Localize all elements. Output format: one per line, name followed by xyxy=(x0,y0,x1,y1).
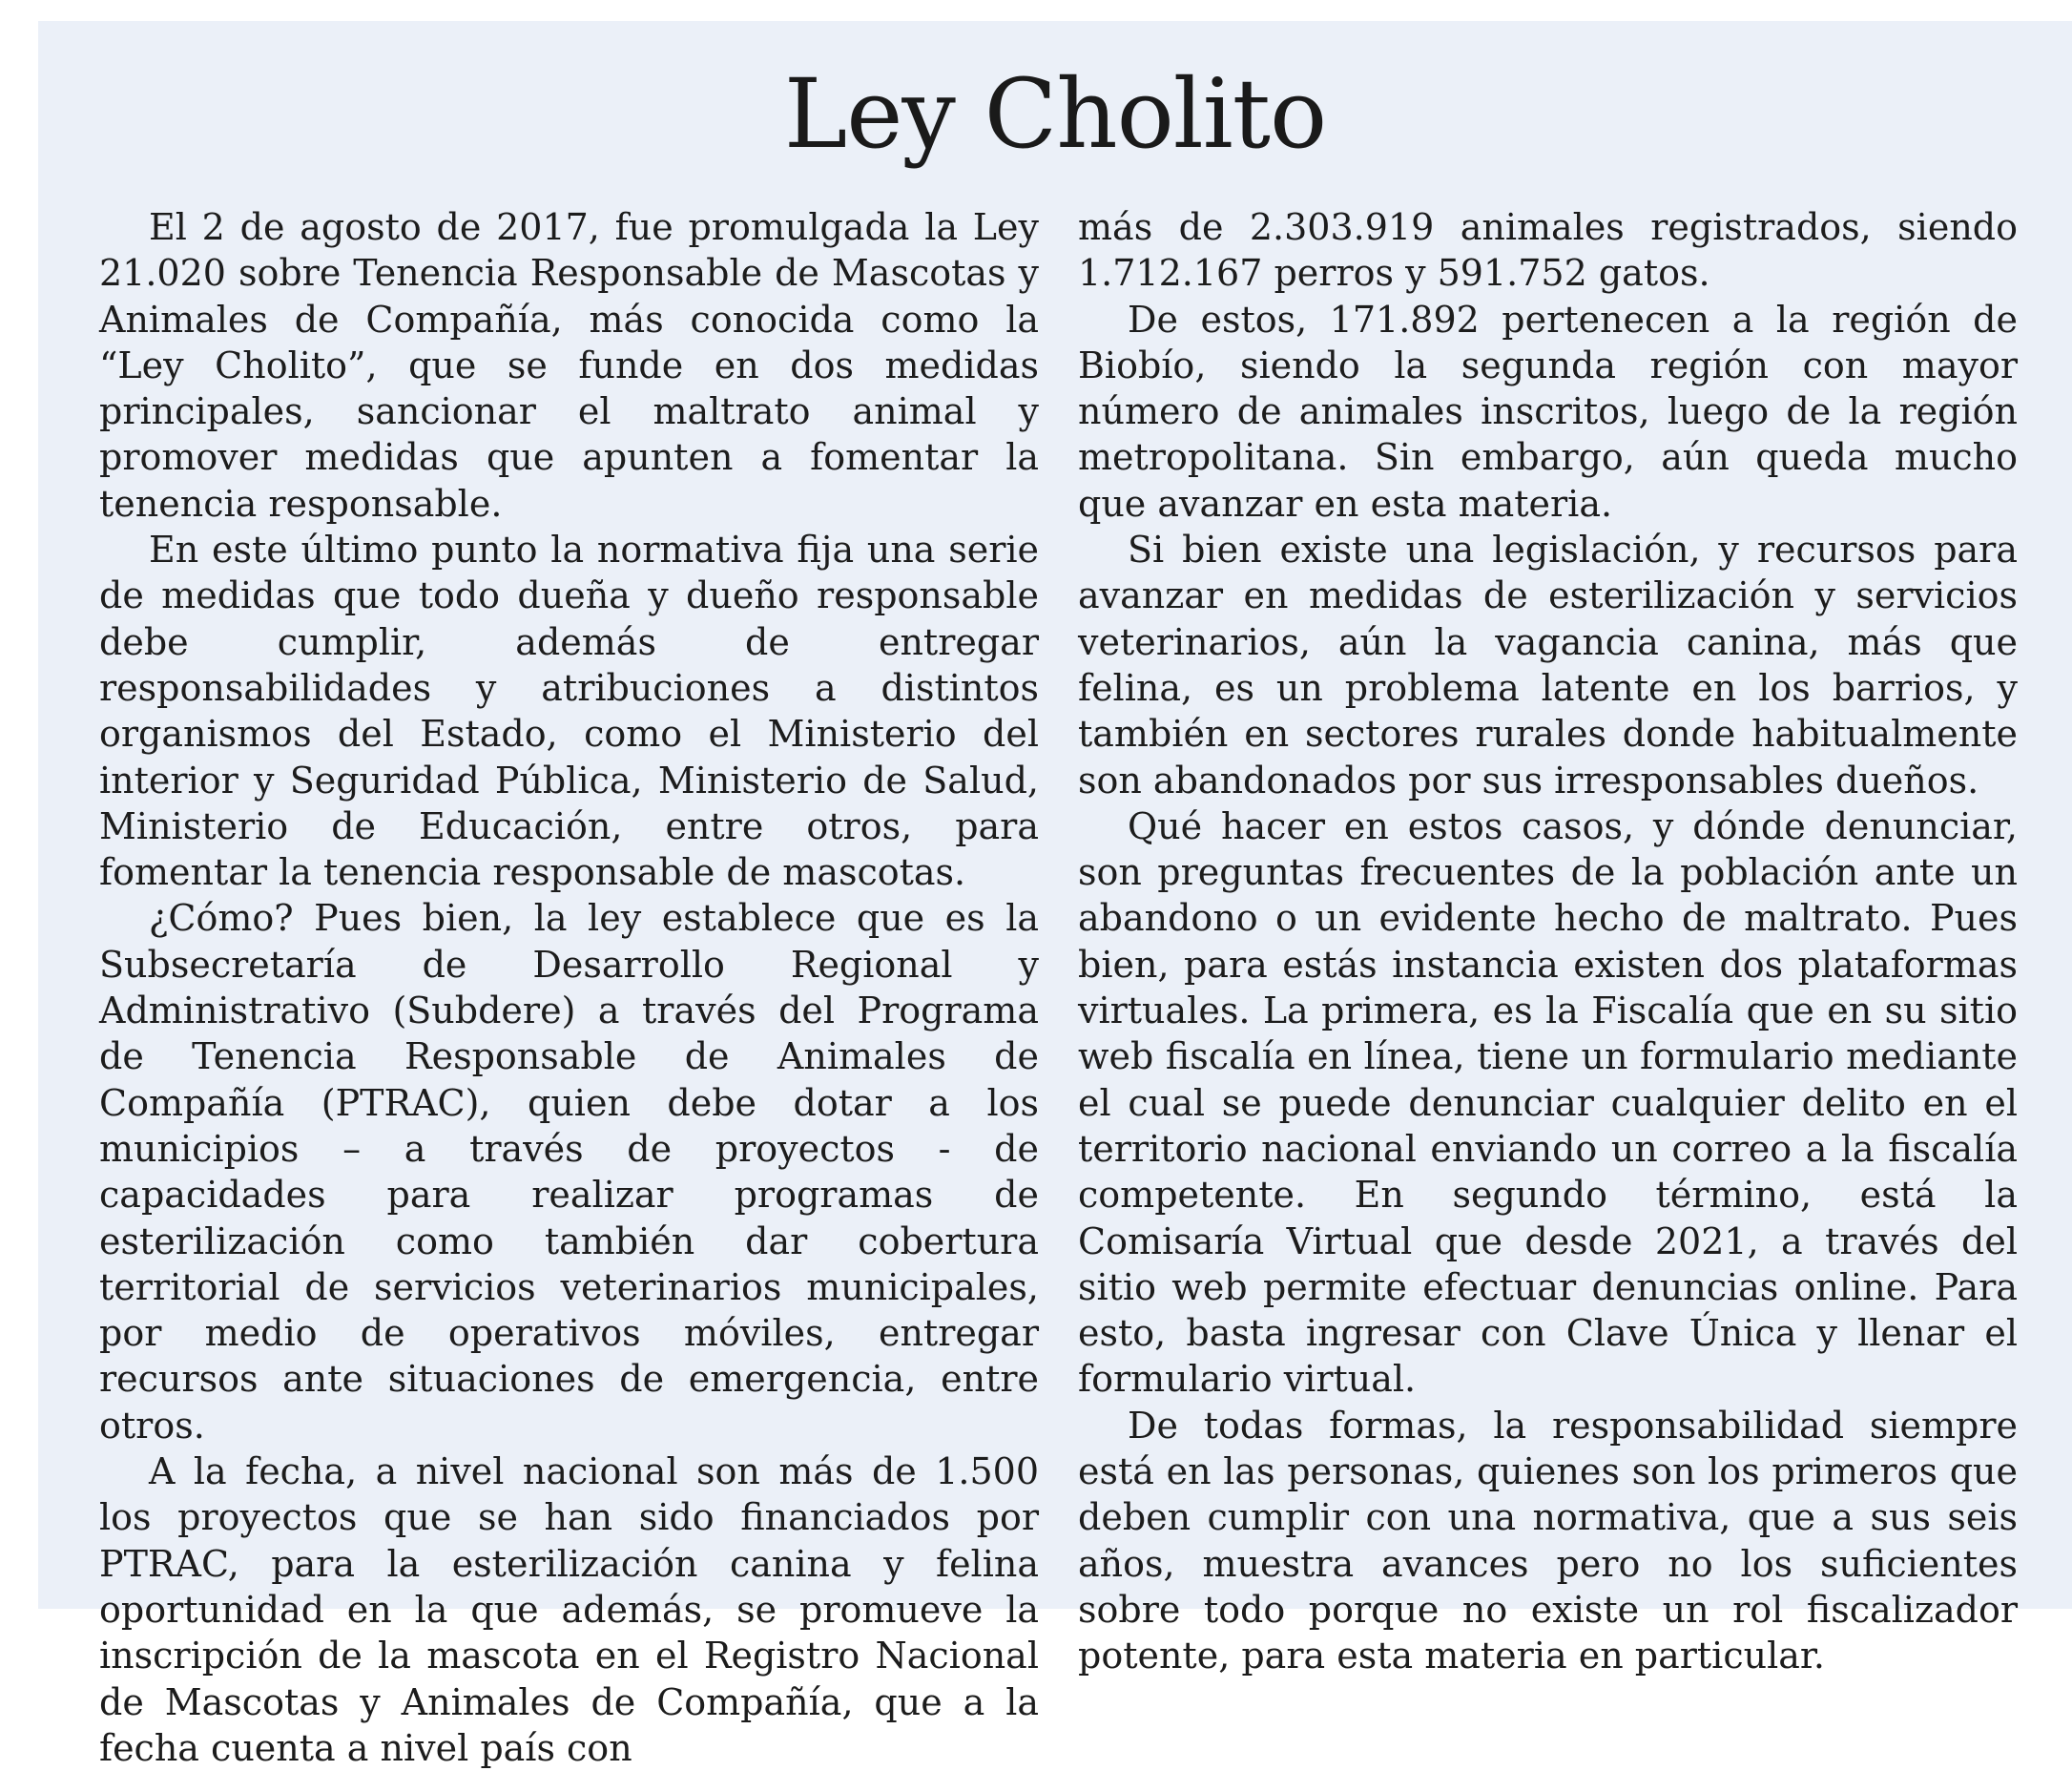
paragraph: ¿Cómo? Pues bien, la ley establece que es la Subsecretaría de Desarrollo Regional y Administrativo (Subdere) a través del Programa de Tenencia Responsable de Animales de Compañía (PTRAC), quien debe dotar a los municipios – a través de proyectos - de capacidades para realizar programas de esterilización como también dar cobertura territorial de servicios veterinarios municipales, por medio de operativos móviles, entregar recursos ante situaciones de emergencia, entre otros. xyxy=(99,897,1039,1447)
paragraph-continuation: más de 2.303.919 animales registrados, siendo 1.712.167 perros y 591.752 gatos. xyxy=(1078,206,2018,295)
article-title: Ley Cholito xyxy=(783,58,1327,170)
paragraph: Si bien existe una legislación, y recursos para avanzar en medidas de esterilización y servicios veterinarios, aún la vagancia canina, más que felina, es un problema latente en los barrios, y también en sectores rurales donde habitualmente son abandonados por sus irresponsables dueños. xyxy=(1078,529,2018,802)
article-column-right xyxy=(1078,204,2018,1679)
paragraph: Qué hacer en estos casos, y dónde denunciar, son preguntas frecuentes de la población ante un abandono o un evidente hecho de maltrato. Pues bien, para estás instancia existen dos plataformas virtuales. La primera, es la Fiscalía que en su sitio web fiscalía en línea, tiene un formulario mediante el cual se puede denunciar cualquier delito en el territorio nacional enviando un correo a la fiscalía competente. En segundo término, está la Comisaría Virtual que desde 2021, a través del sitio web permite efectuar denuncias online. Para esto, basta ingresar con Clave Única y llenar el formulario virtual. xyxy=(1078,804,2018,1401)
article-column-left xyxy=(99,204,1039,1771)
paragraph: De todas formas, la responsabilidad siempre está en las personas, quienes son los primeros que deben cumplir con una normativa, que a sus seis años, muestra avances pero no los suficientes sobre todo porque no existe un rol fiscalizador potente, para esta materia en particular. xyxy=(1078,1404,2018,1677)
paragraph: El 2 de agosto de 2017, fue promulgada la Ley 21.020 sobre Tenencia Responsable de Mascotas y Animales de Compañía, más conocida como la “Ley Cholito”, que se funde en dos medidas principales, sancionar el maltrato animal y promover medidas que apunten a fomentar la tenencia responsable. xyxy=(99,206,1039,525)
paragraph: A la fecha, a nivel nacional son más de 1.500 los proyectos que se han sido financiados por PTRAC, para la esterilización canina y felina oportunidad en la que además, se promueve la inscripción de la mascota en el Registro Nacional de Mascotas y Animales de Compañía, que a la fecha cuenta a nivel país con xyxy=(99,1450,1039,1769)
article-panel xyxy=(38,21,2072,1769)
paragraph: De estos, 171.892 pertenecen a la región de Biobío, siendo la segunda región con mayor número de animales inscritos, luego de la región metropolitana. Sin embargo, aún queda mucho que avanzar en esta materia. xyxy=(1078,298,2018,525)
paragraph: En este último punto la normativa fija una serie de medidas que todo dueña y dueño responsable debe cumplir, además de entregar responsabilidades y atribuciones a distintos organismos del Estado, como el Ministerio del interior y Seguridad Pública, Ministerio de Salud, Ministerio de Educación, entre otros, para fomentar la tenencia responsable de mascotas. xyxy=(99,529,1039,894)
